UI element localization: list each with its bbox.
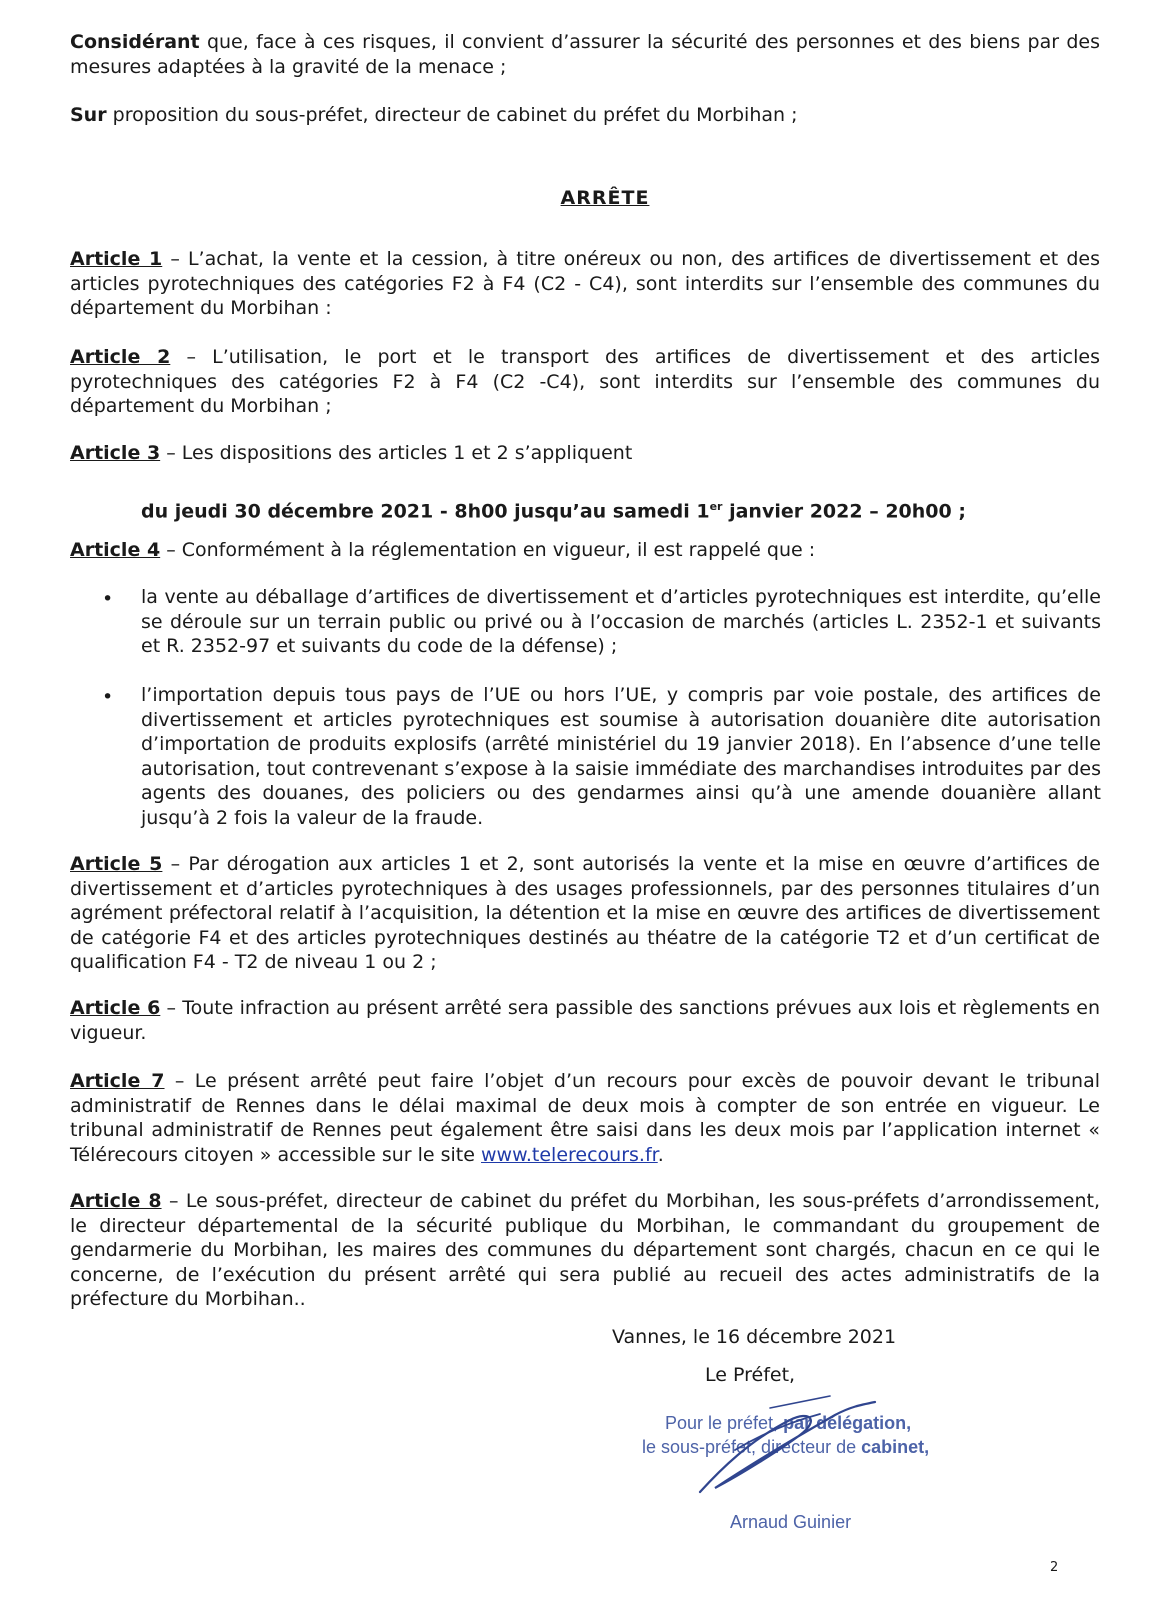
bullet-icon: •	[102, 588, 114, 610]
article-label: Article 1	[70, 248, 163, 270]
article-8	[70, 1189, 1100, 1312]
sur-label: Sur	[70, 104, 107, 126]
article-text: – L’utilisation, le port et le transport des artifices de divertissement et des articles pyrotechniques des catégories F2 à F4 (C2 -C4), sont interdits sur l’ensemble des communes du département du Morbihan ;	[70, 346, 1100, 417]
article-text: – Conformément à la réglementation en vigueur, il est rappelé que :	[160, 539, 816, 561]
article-7	[70, 1069, 1100, 1167]
dates-superscript: er	[709, 500, 723, 513]
handwritten-signature	[660, 1380, 960, 1500]
article-text-end: .	[657, 1143, 664, 1166]
article-label: Article 2	[70, 346, 171, 368]
stamp-text-bold: par délégation,	[783, 1413, 912, 1433]
article-3	[70, 441, 1100, 466]
article-6	[70, 996, 1100, 1045]
decree-title: ARRÊTE	[560, 187, 650, 209]
article-label: Article 8	[70, 1190, 162, 1212]
article-label: Article 4	[70, 539, 161, 561]
article-2	[70, 345, 1100, 419]
article-text: – Par dérogation aux articles 1 et 2, sont autorisés la vente et la mise en œuvre d’artifices de divertissement et d’articles pyrotechniques à des usages professionnels, par des personnes titulaires d’un agrément préfectoral relatif à l’acquisition, la détention et la mise en œuvre des artifices de divertissement de catégorie F4 et des articles pyrotechniques destinés au théatre de la catégorie T2 et d’un certificat de qualification F4 - T2 de niveau 1 ou 2 ;	[70, 853, 1100, 973]
place-date: Vannes, le 16 décembre 2021	[612, 1326, 897, 1348]
article-text: – Le présent arrêté peut faire l’objet d’un recours pour excès de pouvoir devant le tribunal administratif de Rennes dans le délai maximal de deux mois à compter de son entrée en vigueur. Le tribunal administratif de Rennes peut également être saisi dans les deux mois par l’application internet « Télérecours citoyen » accessible sur le site	[70, 1070, 1100, 1166]
sur-text: proposition du sous-préfet, directeur de cabinet du préfet du Morbihan ;	[106, 104, 798, 126]
article-text: – L’achat, la vente et la cession, à titre onéreux ou non, des artifices de divertissement et des articles pyrotechniques des catégories F2 à F4 (C2 - C4), sont interdits sur l’ensemble des communes du département du Morbihan :	[70, 248, 1101, 319]
article-text: – Toute infraction au présent arrêté sera passible des sanctions prévues aux lois et règlements en vigueur.	[70, 997, 1100, 1044]
stamp-text-bold: cabinet,	[861, 1437, 930, 1457]
considerant-text: que, face à ces risques, il convient d’assurer la sécurité des personnes et des biens par des mesures adaptées à la gravité de la menace ;	[70, 31, 1100, 78]
bullet-item-2: l’importation depuis tous pays de l’UE ou hors l’UE, y compris par voie postale, des artifices de divertissement et articles pyrotechniques est soumise à autorisation douanière dite autorisation d’importation de produits explosifs (arrêté ministériel du 19 janvier 2018). En l’absence d’une telle autorisation, tout contrevenant s’expose à la saisie immédiate des marchandises introduites par des agents des douanes, des policiers ou des gendarmes ainsi qu’à une amende douanière allant jusqu’à 2 fois la valeur de la fraude.	[141, 684, 1101, 829]
article-label: Article 5	[70, 853, 163, 875]
dates-end: janvier 2022 – 20h00 ;	[722, 500, 966, 523]
article-label: Article 6	[70, 997, 161, 1019]
article-4	[70, 538, 1100, 563]
dates-start: du jeudi 30 décembre 2021 - 8h00 jusqu’au samedi 1	[141, 500, 710, 523]
signatory-name: Arnaud Guinier	[730, 1512, 852, 1532]
article-5	[70, 852, 1100, 975]
article-1	[70, 247, 1100, 321]
stamp-text: le sous-préfet, directeur de	[642, 1437, 862, 1457]
telerecours-link[interactable]: www.telerecours.fr	[481, 1143, 658, 1166]
article-text: – Le sous-préfet, directeur de cabinet du préfet du Morbihan, les sous-préfets d’arrondissement, le directeur départemental de la sécurité publique du Morbihan, le commandant du groupement de gendarmerie du Morbihan, les maires des communes du département sont chargés, chacun en ce qui le concerne, de l’exécution du présent arrêté qui sera publié au recueil des actes administratifs de la préfecture du Morbihan..	[70, 1190, 1100, 1310]
sur-paragraph	[70, 103, 1100, 128]
article-label: Article 3	[70, 442, 161, 464]
stamp-text: Pour le préfet,	[665, 1413, 784, 1433]
application-dates	[141, 500, 966, 522]
bullet-item-1: la vente au déballage d’artifices de divertissement et d’articles pyrotechniques est interdite, qu’elle se déroule sur un terrain public ou privé ou à l’occasion de marchés (articles L. 2352-1 et suivants et R. 2352-97 et suivants du code de la défense) ;	[141, 586, 1101, 657]
signatory-role: Le Préfet,	[705, 1364, 796, 1386]
page-number: 2	[1050, 1560, 1059, 1575]
article-label: Article 7	[70, 1070, 165, 1092]
considerant-paragraph	[70, 30, 1100, 79]
bullet-icon: •	[102, 686, 114, 708]
article-text: – Les dispositions des articles 1 et 2 s’appliquent	[160, 442, 633, 464]
considerant-label: Considérant	[70, 31, 200, 53]
